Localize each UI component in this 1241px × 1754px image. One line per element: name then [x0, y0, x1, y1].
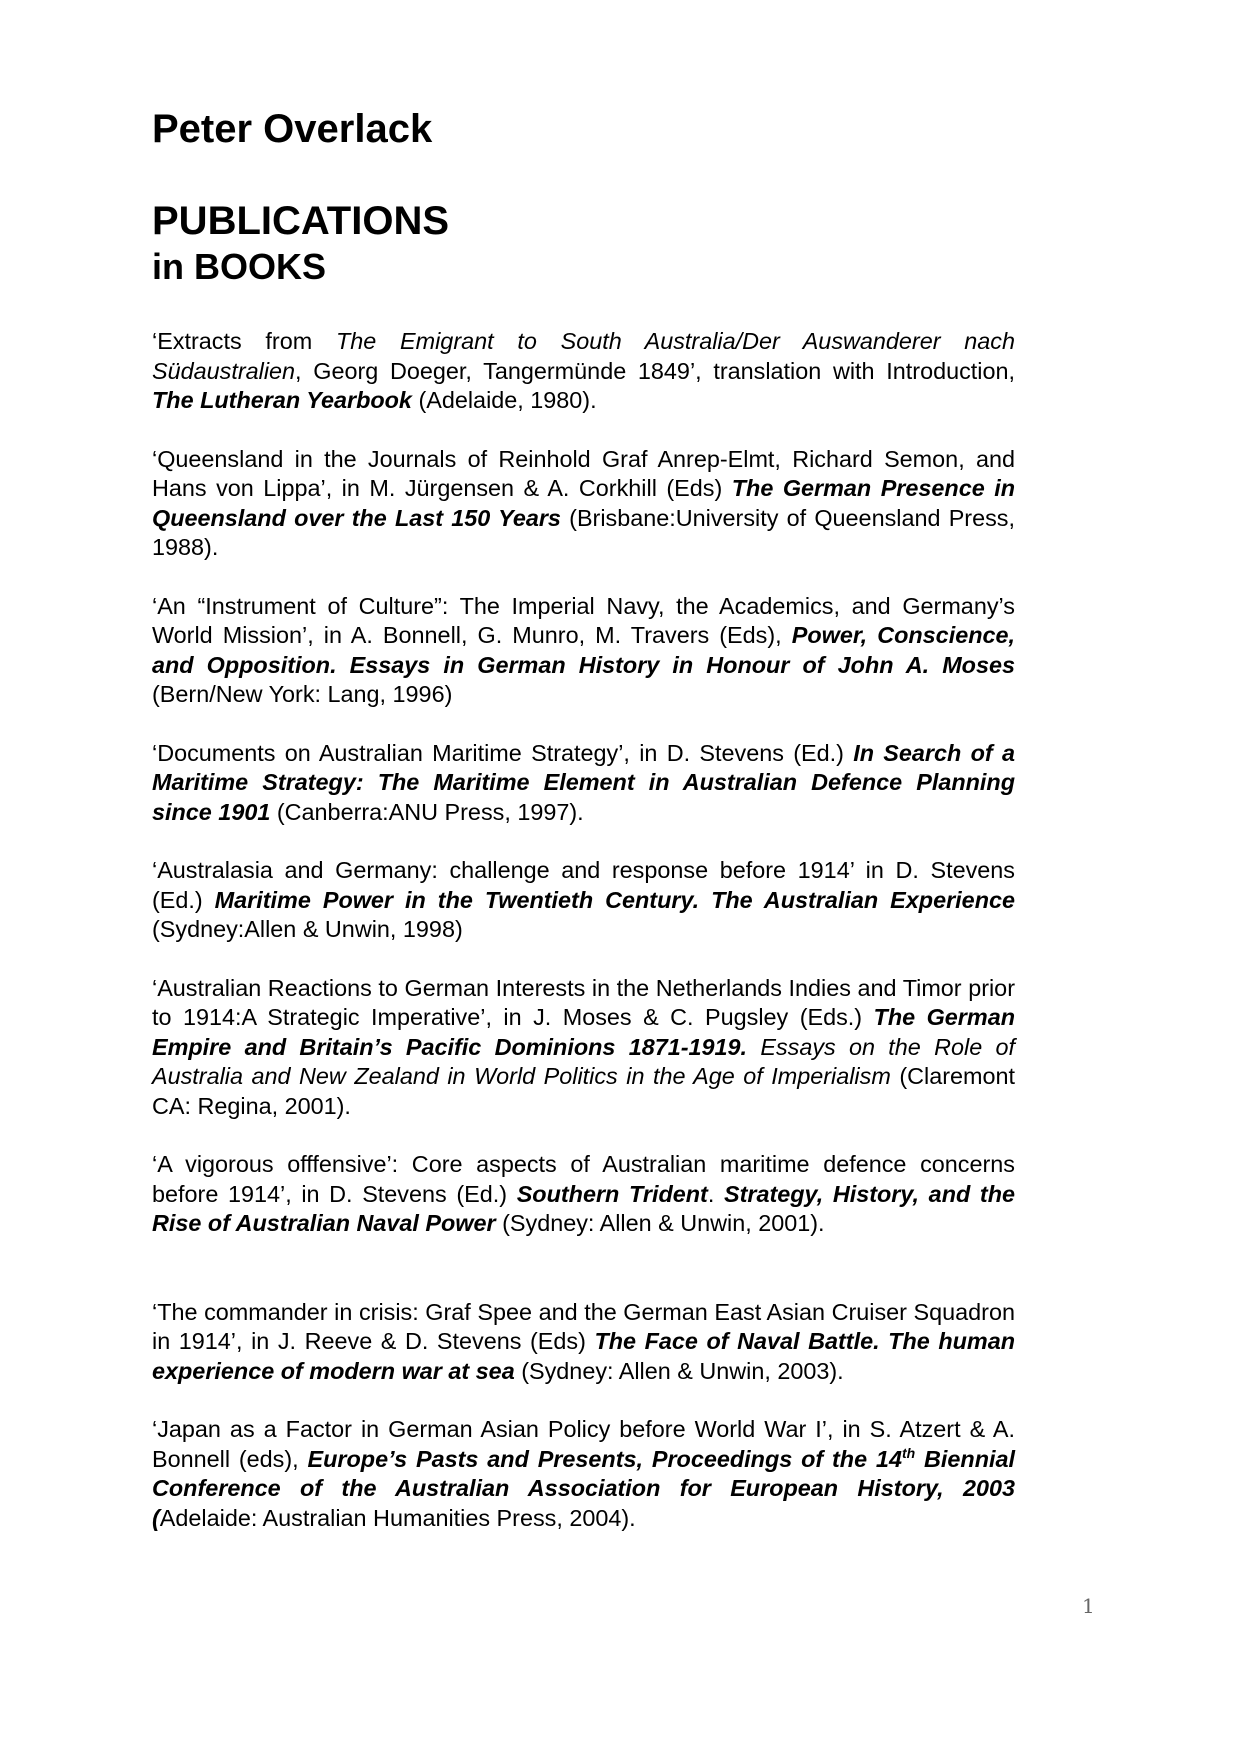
author-name: Peter Overlack [152, 107, 433, 151]
entry-text: (Brisbane:University of Queensland Press, 1988). [152, 504, 1015, 560]
entry-title: th [901, 1444, 916, 1461]
entry-text: ‘An “Instrument of Culture”: The Imperial Navy, the Academics, and Germany’s World Mission’, in A. Bonnell, G. Munro, M. Travers (Eds), [152, 592, 1015, 648]
entry-subtitle: The Emigrant to South Australia/Der Auswanderer nach Südaustralien [152, 328, 1015, 384]
publication-entry [152, 327, 1015, 416]
publication-entry [152, 445, 1015, 563]
document-page [152, 98, 1015, 1562]
entry-text: ‘Queensland in the Journals of Reinhold Graf Anrep-Elmt, Richard Semon, and Hans von Lippa’, in M. Jürgensen & A. Corkhill (Eds) [152, 445, 1015, 501]
entry-text: (Adelaide, 1980). [411, 387, 597, 413]
entry-text: Adelaide: Australian Humanities Press, 2004). [159, 1504, 636, 1531]
entry-title: Maritime Power in the Twentieth Century. The Australian Experience [214, 886, 1015, 913]
entry-text: (Sydney: Allen & Unwin, 2003). [514, 1357, 844, 1384]
publication-list [152, 327, 1015, 1533]
entry-subtitle: Essays on the Role of Australia and New Zealand in World Politics in the Age of Imperialism [152, 1033, 1015, 1089]
entry-text: ‘Australian Reactions to German Interests in the Netherlands Indies and Timor prior to 1914:A Strategic Imperative’, in J. Moses & C. Pugsley (Eds.) [152, 974, 1015, 1030]
entry-text: , Georg Doeger, Tangermünde 1849’, translation with Introduction, [295, 357, 1015, 384]
entry-title: The German Presence in Queensland over the Last 150 Years [152, 475, 1015, 531]
entry-title: In Search of a Maritime Strategy: The Maritime Element in Australian Defence Planning since 1901 [152, 739, 1016, 825]
entry-text: (Claremont CA: Regina, 2001). [152, 1063, 1016, 1119]
entry-title: Southern Trident [516, 1180, 708, 1207]
section-heading: PUBLICATIONS [152, 199, 450, 243]
entry-text: ‘Extracts from [152, 328, 336, 354]
publication-entry [152, 739, 1015, 828]
section-subheading: in BOOKS [152, 246, 327, 287]
entry-text: ‘Australasia and Germany: challenge and response before 1914’ in D. Stevens (Ed.) [152, 857, 1015, 913]
entry-title: The Face of Naval Battle. The human experience of modern war at sea [152, 1328, 1015, 1384]
publication-entry [152, 1415, 1015, 1533]
entry-text: ‘The commander in crisis: Graf Spee and the German East Asian Cruiser Squadron in 1914’, in J. Reeve & D. Stevens (Eds) [152, 1298, 1015, 1354]
entry-text: (Canberra:ANU Press, 1997). [270, 798, 584, 825]
entry-text: (Bern/New York: Lang, 1996) [152, 681, 453, 707]
publication-entry [152, 1150, 1015, 1239]
entry-text: ‘Documents on Australian Maritime Strategy’, in D. Stevens (Ed.) [152, 739, 854, 766]
entry-title: Strategy, History, and the Rise of Australian Naval Power [152, 1180, 1015, 1236]
publication-entry [152, 592, 1015, 710]
entry-text: ‘Japan as a Factor in German Asian Policy before World War I’, in S. Atzert & A. Bonnell (eds), [152, 1416, 1015, 1472]
publication-entry [152, 856, 1015, 945]
page-number: 1 [1082, 1594, 1095, 1618]
entry-text: (Sydney:Allen & Unwin, 1998) [152, 916, 463, 942]
publication-entry [152, 974, 1015, 1122]
entry-text: . [707, 1180, 724, 1207]
entry-title: Biennial Conference of the Australian Association for European History, 2003 ( [152, 1445, 1015, 1531]
entry-title: The Lutheran Yearbook [152, 387, 412, 413]
entry-title: Power, Conscience, and Opposition. Essays in German History in Honour of John A. Moses [152, 622, 1016, 678]
entry-text: ‘A vigorous offfensive’: Core aspects of Australian maritime defence concerns before 1914’, in D. Stevens (Ed.) [152, 1151, 1015, 1207]
entry-text: (Sydney: Allen & Unwin, 2001). [495, 1210, 825, 1236]
entry-title: Europe’s Pasts and Presents, Proceedings of the 14 [307, 1445, 902, 1472]
publication-entry [152, 1298, 1015, 1387]
entry-title: The German Empire and Britain’s Pacific Dominions 1871-1919. [152, 1004, 1015, 1060]
